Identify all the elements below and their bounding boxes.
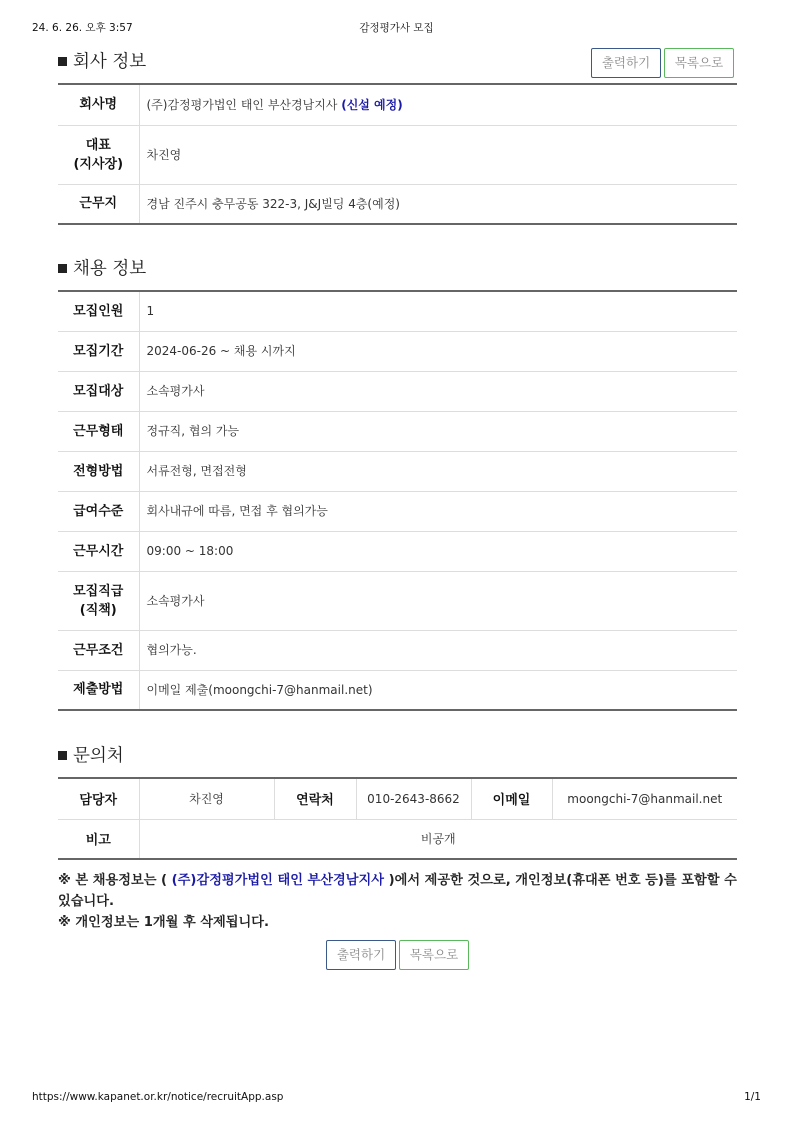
bullet-square-icon <box>58 57 67 66</box>
company-info-table <box>58 83 737 225</box>
target-row <box>58 371 737 411</box>
target-label: 모집대상 <box>58 371 139 411</box>
print-button-bottom[interactable]: 출력하기 <box>326 940 396 970</box>
company-section-title-text: 회사 정보 <box>73 52 147 72</box>
representative-row <box>58 125 737 184</box>
selection-label: 전형방법 <box>58 451 139 491</box>
company-name-row <box>58 84 737 125</box>
representative-value: 차진영 <box>139 125 737 184</box>
privacy-notice-line2: ※ 개인정보는 1개월 후 삭제됩니다. <box>58 915 269 930</box>
conditions-row <box>58 630 737 670</box>
remarks-row <box>58 819 737 859</box>
work-type-row <box>58 411 737 451</box>
work-type-label: 근무형태 <box>58 411 139 451</box>
contact-section-title-text: 문의처 <box>73 746 124 766</box>
target-value: 소속평가사 <box>139 371 737 411</box>
representative-label-line1: 대표 <box>85 137 111 153</box>
selection-row <box>58 451 737 491</box>
hours-value: 09:00 ~ 18:00 <box>139 531 737 571</box>
submission-label: 제출방법 <box>58 670 139 710</box>
phone-label: 연락처 <box>274 778 356 819</box>
privacy-notice-line1 <box>58 870 737 912</box>
print-header <box>32 20 761 36</box>
headcount-row <box>58 291 737 331</box>
location-value: 경남 진주시 충무공동 322-3, J&J빌딩 4층(예정) <box>146 196 400 211</box>
print-date: 24. 6. 26. 오후 3:57 <box>32 22 133 34</box>
submission-row <box>58 670 737 710</box>
position-row <box>58 571 737 630</box>
submission-value: 이메일 제출(moongchi-7@hanmail.net) <box>146 682 373 697</box>
representative-label <box>58 125 139 184</box>
headcount-value: 1 <box>139 291 737 331</box>
location-row <box>58 184 737 224</box>
selection-value: 서류전형, 면접전형 <box>139 451 737 491</box>
bullet-square-icon <box>58 264 67 273</box>
period-row <box>58 331 737 371</box>
phone-value: 010-2643-8662 <box>356 778 471 819</box>
conditions-value: 협의가능. <box>139 630 737 670</box>
print-page-number: 1/1 <box>744 1091 761 1103</box>
recruit-section-title <box>58 255 146 280</box>
notice-company: (주)감정평가법인 태인 부산경남지사 <box>171 873 384 888</box>
company-name-cell <box>139 84 737 125</box>
salary-value: 회사내규에 따름, 면접 후 협의가능 <box>139 491 737 531</box>
list-button-bottom[interactable]: 목록으로 <box>399 940 469 970</box>
conditions-label: 근무조건 <box>58 630 139 670</box>
position-label <box>58 571 139 630</box>
print-url: https://www.kapanet.or.kr/notice/recruitApp.asp <box>32 1091 284 1103</box>
contact-table <box>58 777 737 860</box>
remarks-value: 비공개 <box>139 819 737 859</box>
company-name-value: (주)감정평가법인 태인 부산경남지사 <box>146 97 338 112</box>
company-name-note: (신설 예정) <box>341 97 403 112</box>
person-label: 담당자 <box>58 778 139 819</box>
company-name-label: 회사명 <box>58 84 139 125</box>
representative-label-line2: (지사장) <box>73 156 124 172</box>
bullet-square-icon <box>58 751 67 760</box>
notice-prefix: ※ 본 채용정보는 ( <box>58 873 172 888</box>
notice-suffix: )에서 제공한 것으로, 개인정보(휴대폰 번호 등)를 포함할 수 있습니다. <box>58 873 737 909</box>
position-label-line2: (직책) <box>79 602 117 618</box>
email-value: moongchi-7@hanmail.net <box>552 778 737 819</box>
list-button-top[interactable]: 목록으로 <box>664 48 734 78</box>
remarks-label: 비고 <box>58 819 139 859</box>
contact-row <box>58 778 737 819</box>
print-button-top[interactable]: 출력하기 <box>591 48 661 78</box>
hours-label: 근무시간 <box>58 531 139 571</box>
contact-section-title <box>58 742 124 767</box>
privacy-notice <box>58 870 737 933</box>
work-type-value: 정규직, 협의 가능 <box>139 411 737 451</box>
location-label: 근무지 <box>58 184 139 224</box>
period-label: 모집기간 <box>58 331 139 371</box>
headcount-label: 모집인원 <box>58 291 139 331</box>
print-page-title: 감정평가사 모집 <box>359 22 434 34</box>
position-value: 소속평가사 <box>139 571 737 630</box>
period-value: 2024-06-26 ~ 채용 시까지 <box>139 331 737 371</box>
company-section-title <box>58 48 146 73</box>
email-label: 이메일 <box>471 778 552 819</box>
position-label-line1: 모집직급 <box>73 583 124 599</box>
recruit-info-table <box>58 290 737 711</box>
recruit-section-title-text: 채용 정보 <box>73 259 147 279</box>
salary-row <box>58 491 737 531</box>
salary-label: 급여수준 <box>58 491 139 531</box>
hours-row <box>58 531 737 571</box>
person-value: 차진영 <box>139 778 274 819</box>
